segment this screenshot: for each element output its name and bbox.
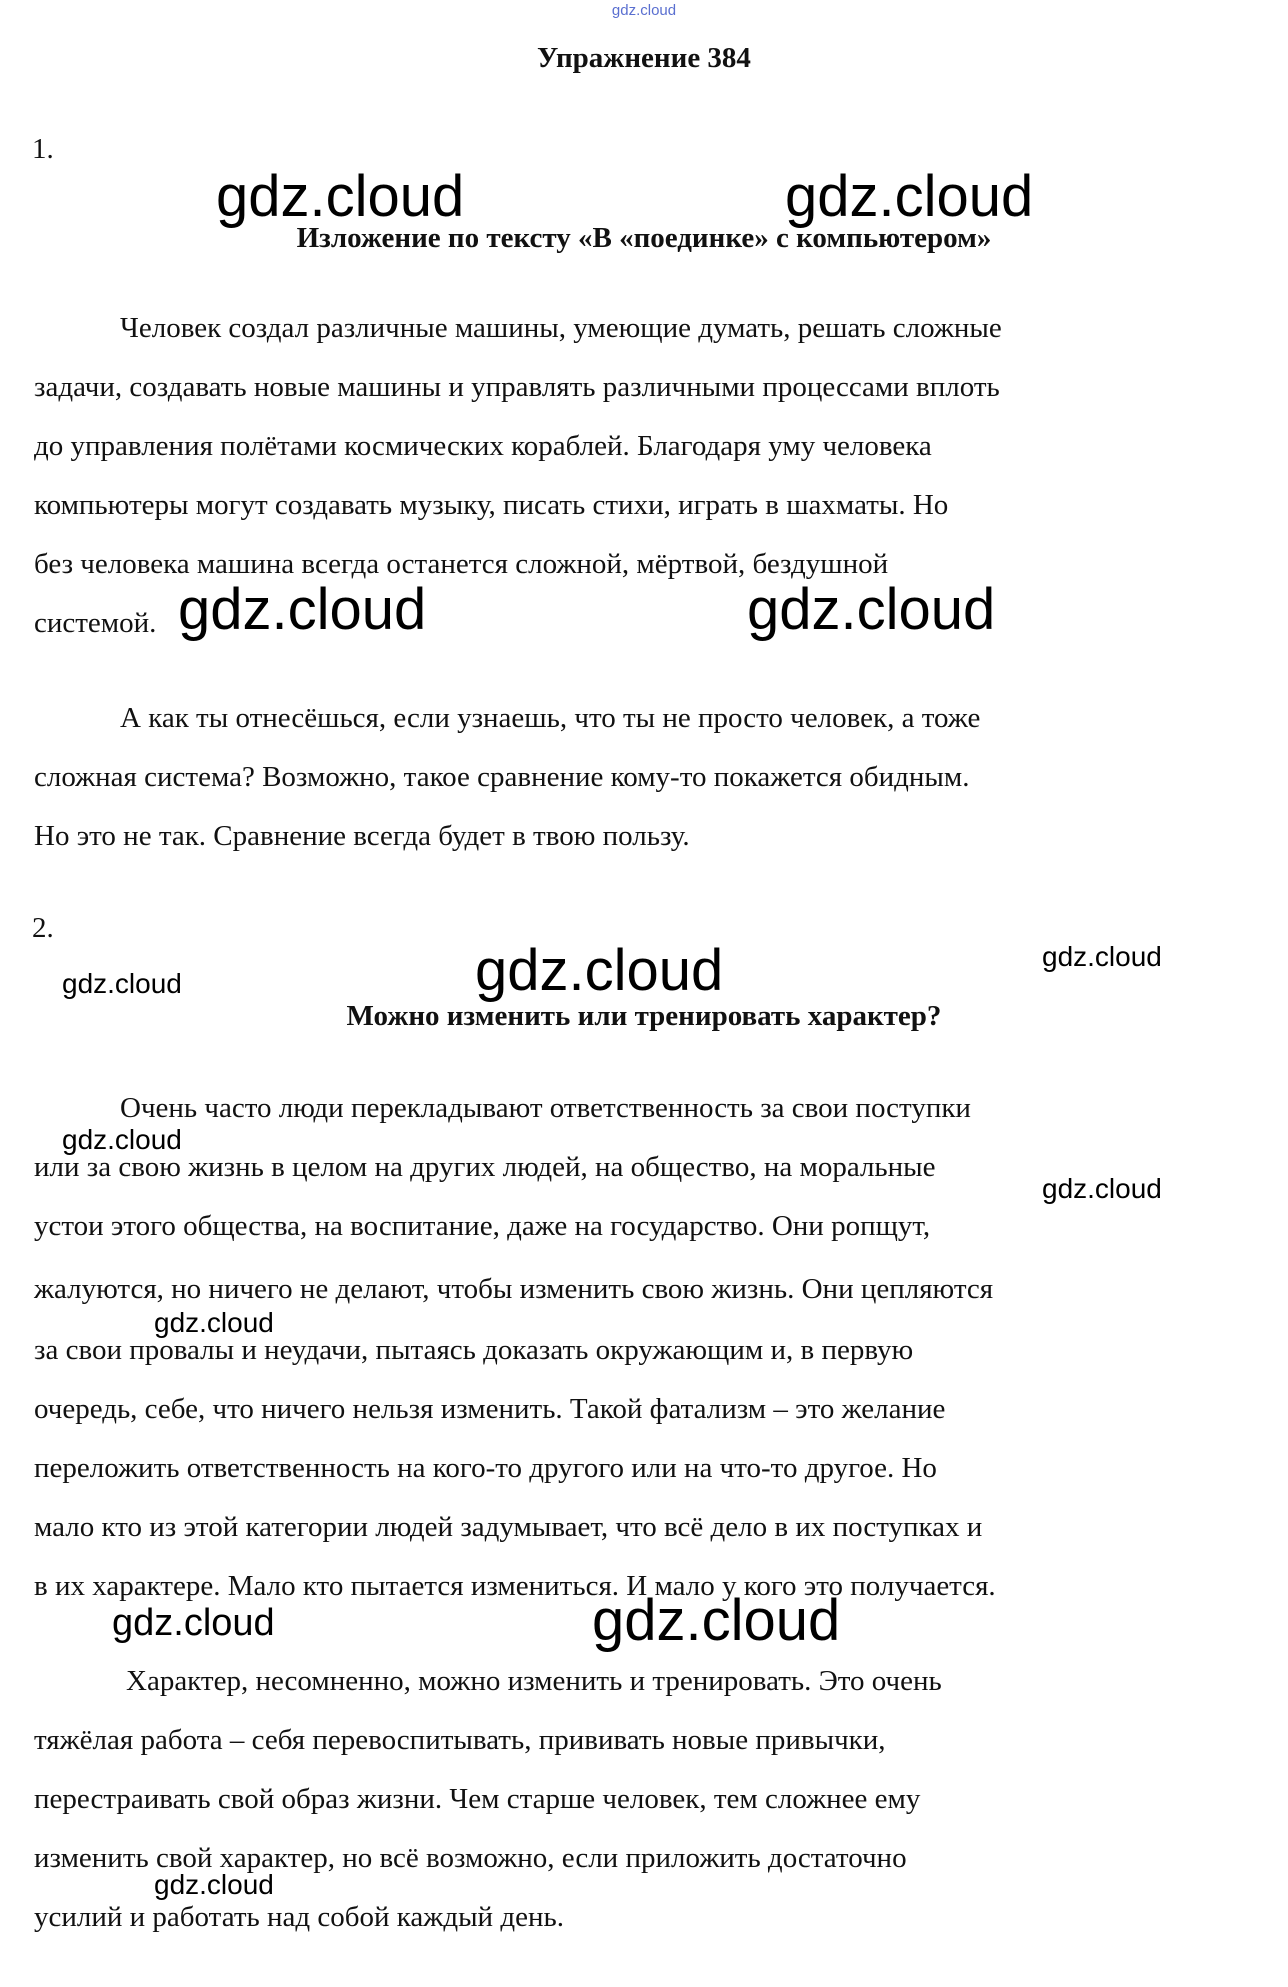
text-line: без человека машина всегда останется сложной, мёртвой, бездушной xyxy=(34,548,889,580)
text-line: переложить ответственность на кого-то другого или на что-то другое. Но xyxy=(34,1452,937,1484)
text-line: Человек создал различные машины, умеющие думать, решать сложные xyxy=(120,312,1002,344)
section-number-2: 2. xyxy=(32,912,54,944)
watermark: gdz.cloud xyxy=(475,938,724,1003)
text-line: задачи, создавать новые машины и управлять различными процессами вплоть xyxy=(34,371,1000,403)
section-number-1: 1. xyxy=(32,133,54,165)
watermark: gdz.cloud xyxy=(747,577,996,642)
watermark: gdz.cloud xyxy=(62,968,182,999)
section-heading-1: Изложение по тексту «В «поединке» с компьютером» xyxy=(296,222,992,254)
text-line: А как ты отнесёшься, если узнаешь, что ты не просто человек, а тоже xyxy=(120,702,981,734)
text-line: компьютеры могут создавать музыку, писать стихи, играть в шахматы. Но xyxy=(34,489,949,521)
text-line: Но это не так. Сравнение всегда будет в твою пользу. xyxy=(34,820,690,852)
text-line: за свои провалы и неудачи, пытаясь доказать окружающим и, в первую xyxy=(34,1334,914,1366)
watermark: gdz.cloud xyxy=(178,577,427,642)
watermark: gdz.cloud xyxy=(62,1124,182,1155)
text-line: сложная система? Возможно, такое сравнение кому-то покажется обидным. xyxy=(34,761,970,793)
text-line: системой. xyxy=(34,607,157,639)
text-line: устои этого общества, на воспитание, даже на государство. Они ропщут, xyxy=(34,1210,931,1242)
text-line: Характер, несомненно, можно изменить и тренировать. Это очень xyxy=(126,1665,942,1697)
section-heading-2: Можно изменить или тренировать характер? xyxy=(346,1000,942,1032)
text-line: тяжёлая работа – себя перевоспитывать, прививать новые привычки, xyxy=(34,1724,886,1756)
text-line: очередь, себе, что ничего нельзя изменить. Такой фатализм – это желание xyxy=(34,1393,946,1425)
text-line: мало кто из этой категории людей задумывает, что всё дело в их поступках и xyxy=(34,1511,983,1543)
text-line: жалуются, но ничего не делают, чтобы изменить свою жизнь. Они цепляются xyxy=(34,1273,994,1305)
watermark: gdz.cloud xyxy=(1042,941,1162,972)
watermark: gdz.cloud xyxy=(785,164,1034,229)
watermark: gdz.cloud xyxy=(112,1602,275,1644)
text-line: до управления полётами космических кораблей. Благодаря уму человека xyxy=(34,430,932,462)
top-watermark: gdz.cloud xyxy=(611,2,677,19)
text-line: Очень часто люди перекладывают ответственность за свои поступки xyxy=(120,1092,971,1124)
watermark: gdz.cloud xyxy=(154,1307,274,1338)
text-line: перестраивать свой образ жизни. Чем старше человек, тем сложнее ему xyxy=(34,1783,921,1815)
text-line: или за свою жизнь в целом на других людей, на общество, на моральные xyxy=(34,1151,936,1183)
text-line: в их характере. Мало кто пытается измениться. И мало у кого это получается. xyxy=(34,1570,996,1602)
watermark: gdz.cloud xyxy=(216,164,465,229)
text-line: изменить свой характер, но всё возможно, если приложить достаточно xyxy=(34,1842,907,1874)
text-line: усилий и работать над собой каждый день. xyxy=(34,1901,564,1933)
page-title: Упражнение 384 xyxy=(537,42,751,74)
watermark: gdz.cloud xyxy=(592,1588,841,1653)
watermark: gdz.cloud xyxy=(154,1869,274,1900)
watermark: gdz.cloud xyxy=(1042,1173,1162,1204)
